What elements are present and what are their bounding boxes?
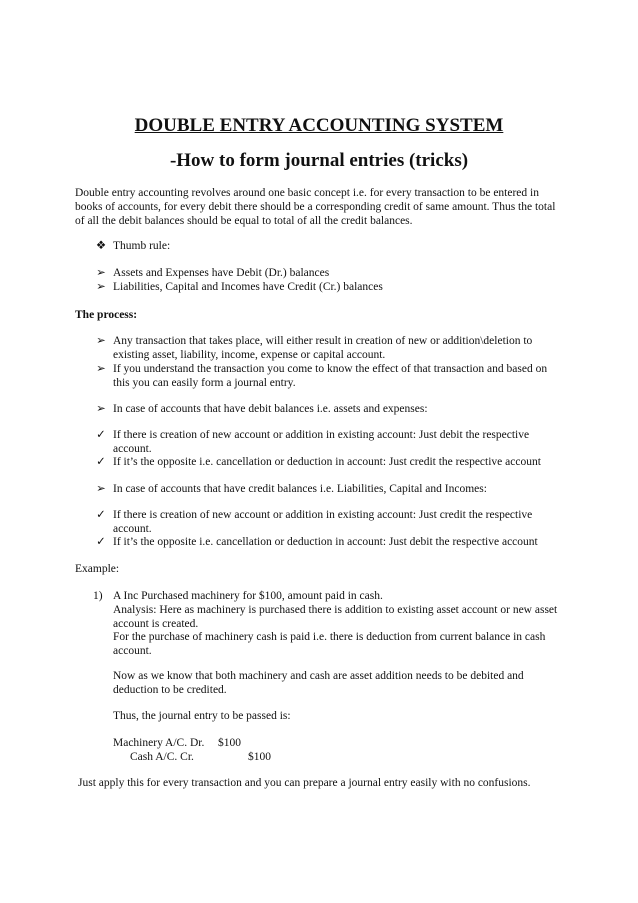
checkmark-bullet-icon: ✓ <box>96 536 106 548</box>
document-title: DOUBLE ENTRY ACCOUNTING SYSTEM <box>134 115 504 136</box>
example-heading: Example: <box>75 563 120 575</box>
document-subtitle: -How to form journal entries (tricks) <box>169 150 469 171</box>
example-conclusion: Now as we know that both machinery and cash are asset addition needs to be debited and deduction to be credited. <box>113 670 524 696</box>
intro-paragraph: Double entry accounting revolves around one basic concept i.e. for every transaction to be entered in books of accounts, for every debit there should be a corresponding credit of same amount. Thus the total of all the debit balances should be equal to total of all the credit balances. <box>75 187 556 227</box>
process-item: If it’s the opposite i.e. cancellation or deduction in account: Just credit the respective account <box>113 456 541 468</box>
process-item: If you understand the transaction you come to know the effect of that transaction and based on this you can easily form a journal entry. <box>113 363 548 389</box>
thumb-rule-label: Thumb rule: <box>113 240 171 252</box>
process-item: In case of accounts that have debit balances i.e. assets and expenses: <box>113 403 428 415</box>
example-thus: Thus, the journal entry to be passed is: <box>113 710 291 722</box>
closing-paragraph: Just apply this for every transaction and you can prepare a journal entry easily with no confusions. <box>78 777 531 789</box>
rule-item: Liabilities, Capital and Incomes have Credit (Cr.) balances <box>113 281 383 293</box>
rule-item: Assets and Expenses have Debit (Dr.) balances <box>113 267 330 279</box>
checkmark-bullet-icon: ✓ <box>96 509 106 521</box>
journal-debit-account: Machinery A/C. Dr. <box>113 737 205 749</box>
checkmark-bullet-icon: ✓ <box>96 429 106 441</box>
example-number: 1) <box>93 590 103 602</box>
example-statement: A Inc Purchased machinery for $100, amount paid in cash. <box>113 590 383 602</box>
process-item: In case of accounts that have credit balances i.e. Liabilities, Capital and Incomes: <box>113 483 487 495</box>
checkmark-bullet-icon: ✓ <box>96 456 106 468</box>
process-item: Any transaction that takes place, will either result in creation of new or addition\deletion to existing asset, liability, income, expense or capital account. <box>113 335 533 361</box>
process-heading: The process: <box>75 309 138 321</box>
process-item: If there is creation of new account or addition in existing account: Just credit the respective account. <box>113 509 533 535</box>
example-cash-note: For the purchase of machinery cash is paid i.e. there is deduction from current balance in cash account. <box>113 631 546 657</box>
process-item: If it’s the opposite i.e. cancellation or deduction in account: Just debit the respective account <box>113 536 538 548</box>
diamond-bullet-icon: ❖ <box>95 240 107 252</box>
arrowhead-bullet-icon: ➢ <box>96 335 106 347</box>
process-item: If there is creation of new account or addition in existing account: Just debit the respective account. <box>113 429 530 455</box>
arrowhead-bullet-icon: ➢ <box>96 267 106 279</box>
journal-credit-account: Cash A/C. Cr. <box>130 751 194 763</box>
arrowhead-bullet-icon: ➢ <box>96 403 106 415</box>
example-analysis: Analysis: Here as machinery is purchased there is addition to existing asset account or new asset account is created. <box>113 604 558 630</box>
arrowhead-bullet-icon: ➢ <box>96 281 106 293</box>
journal-credit-amount: $100 <box>248 751 271 763</box>
arrowhead-bullet-icon: ➢ <box>96 483 106 495</box>
arrowhead-bullet-icon: ➢ <box>96 363 106 375</box>
journal-debit-amount: $100 <box>218 737 241 749</box>
